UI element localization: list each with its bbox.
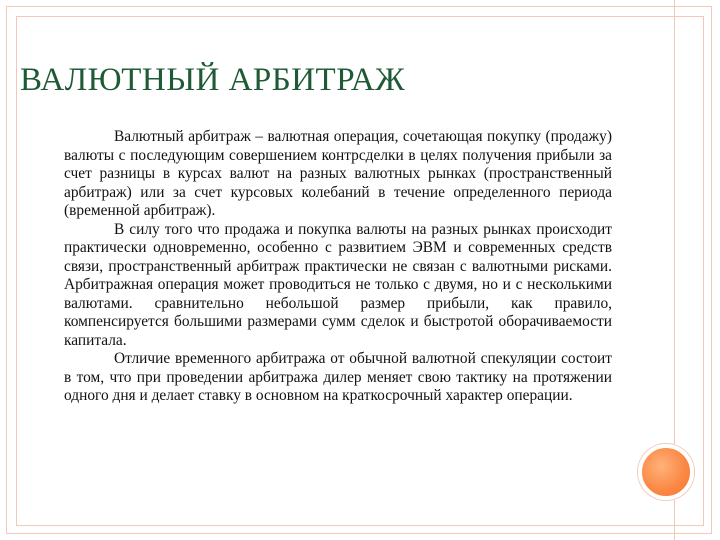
orange-circle-decoration	[638, 444, 694, 500]
slide-body	[64, 128, 612, 406]
paragraph-2: В силу того что продажа и покупка валюты на разных рынках происходит практически одновременно, особенно с развитием ЭВМ и современных средств связи, пространственный арбитраж практически не связан с валютными рисками. Арбитражная операция может проводиться не только с двумя, но и с несколькими валютами. сравнительно небольшой размер прибыли, как правило, компенсируется большими размерами сумм сделок и быстротой оборачиваемости капитала.	[64, 220, 612, 349]
slide-title: ВАЛЮТНЫЙ АРБИТРАЖ	[20, 62, 406, 98]
paragraph-1: Валютный арбитраж – валютная операция, сочетающая покупку (продажу) валюты с последующим совершением контрсделки в целях получения прибыли за счет разницы в курсах валют на разных валютных рынках (пространственный арбитраж) или за счет курсовых колебаний в течение определенного периода (временной арбитраж).	[64, 128, 612, 219]
paragraph-3: Отличие временного арбитража от обычной валютной спекуляции состоит в том, что при проведении арбитража дилер меняет свою тактику на протяжении одного дня и делает ставку в основном на краткосрочный характер операции.	[64, 350, 612, 404]
